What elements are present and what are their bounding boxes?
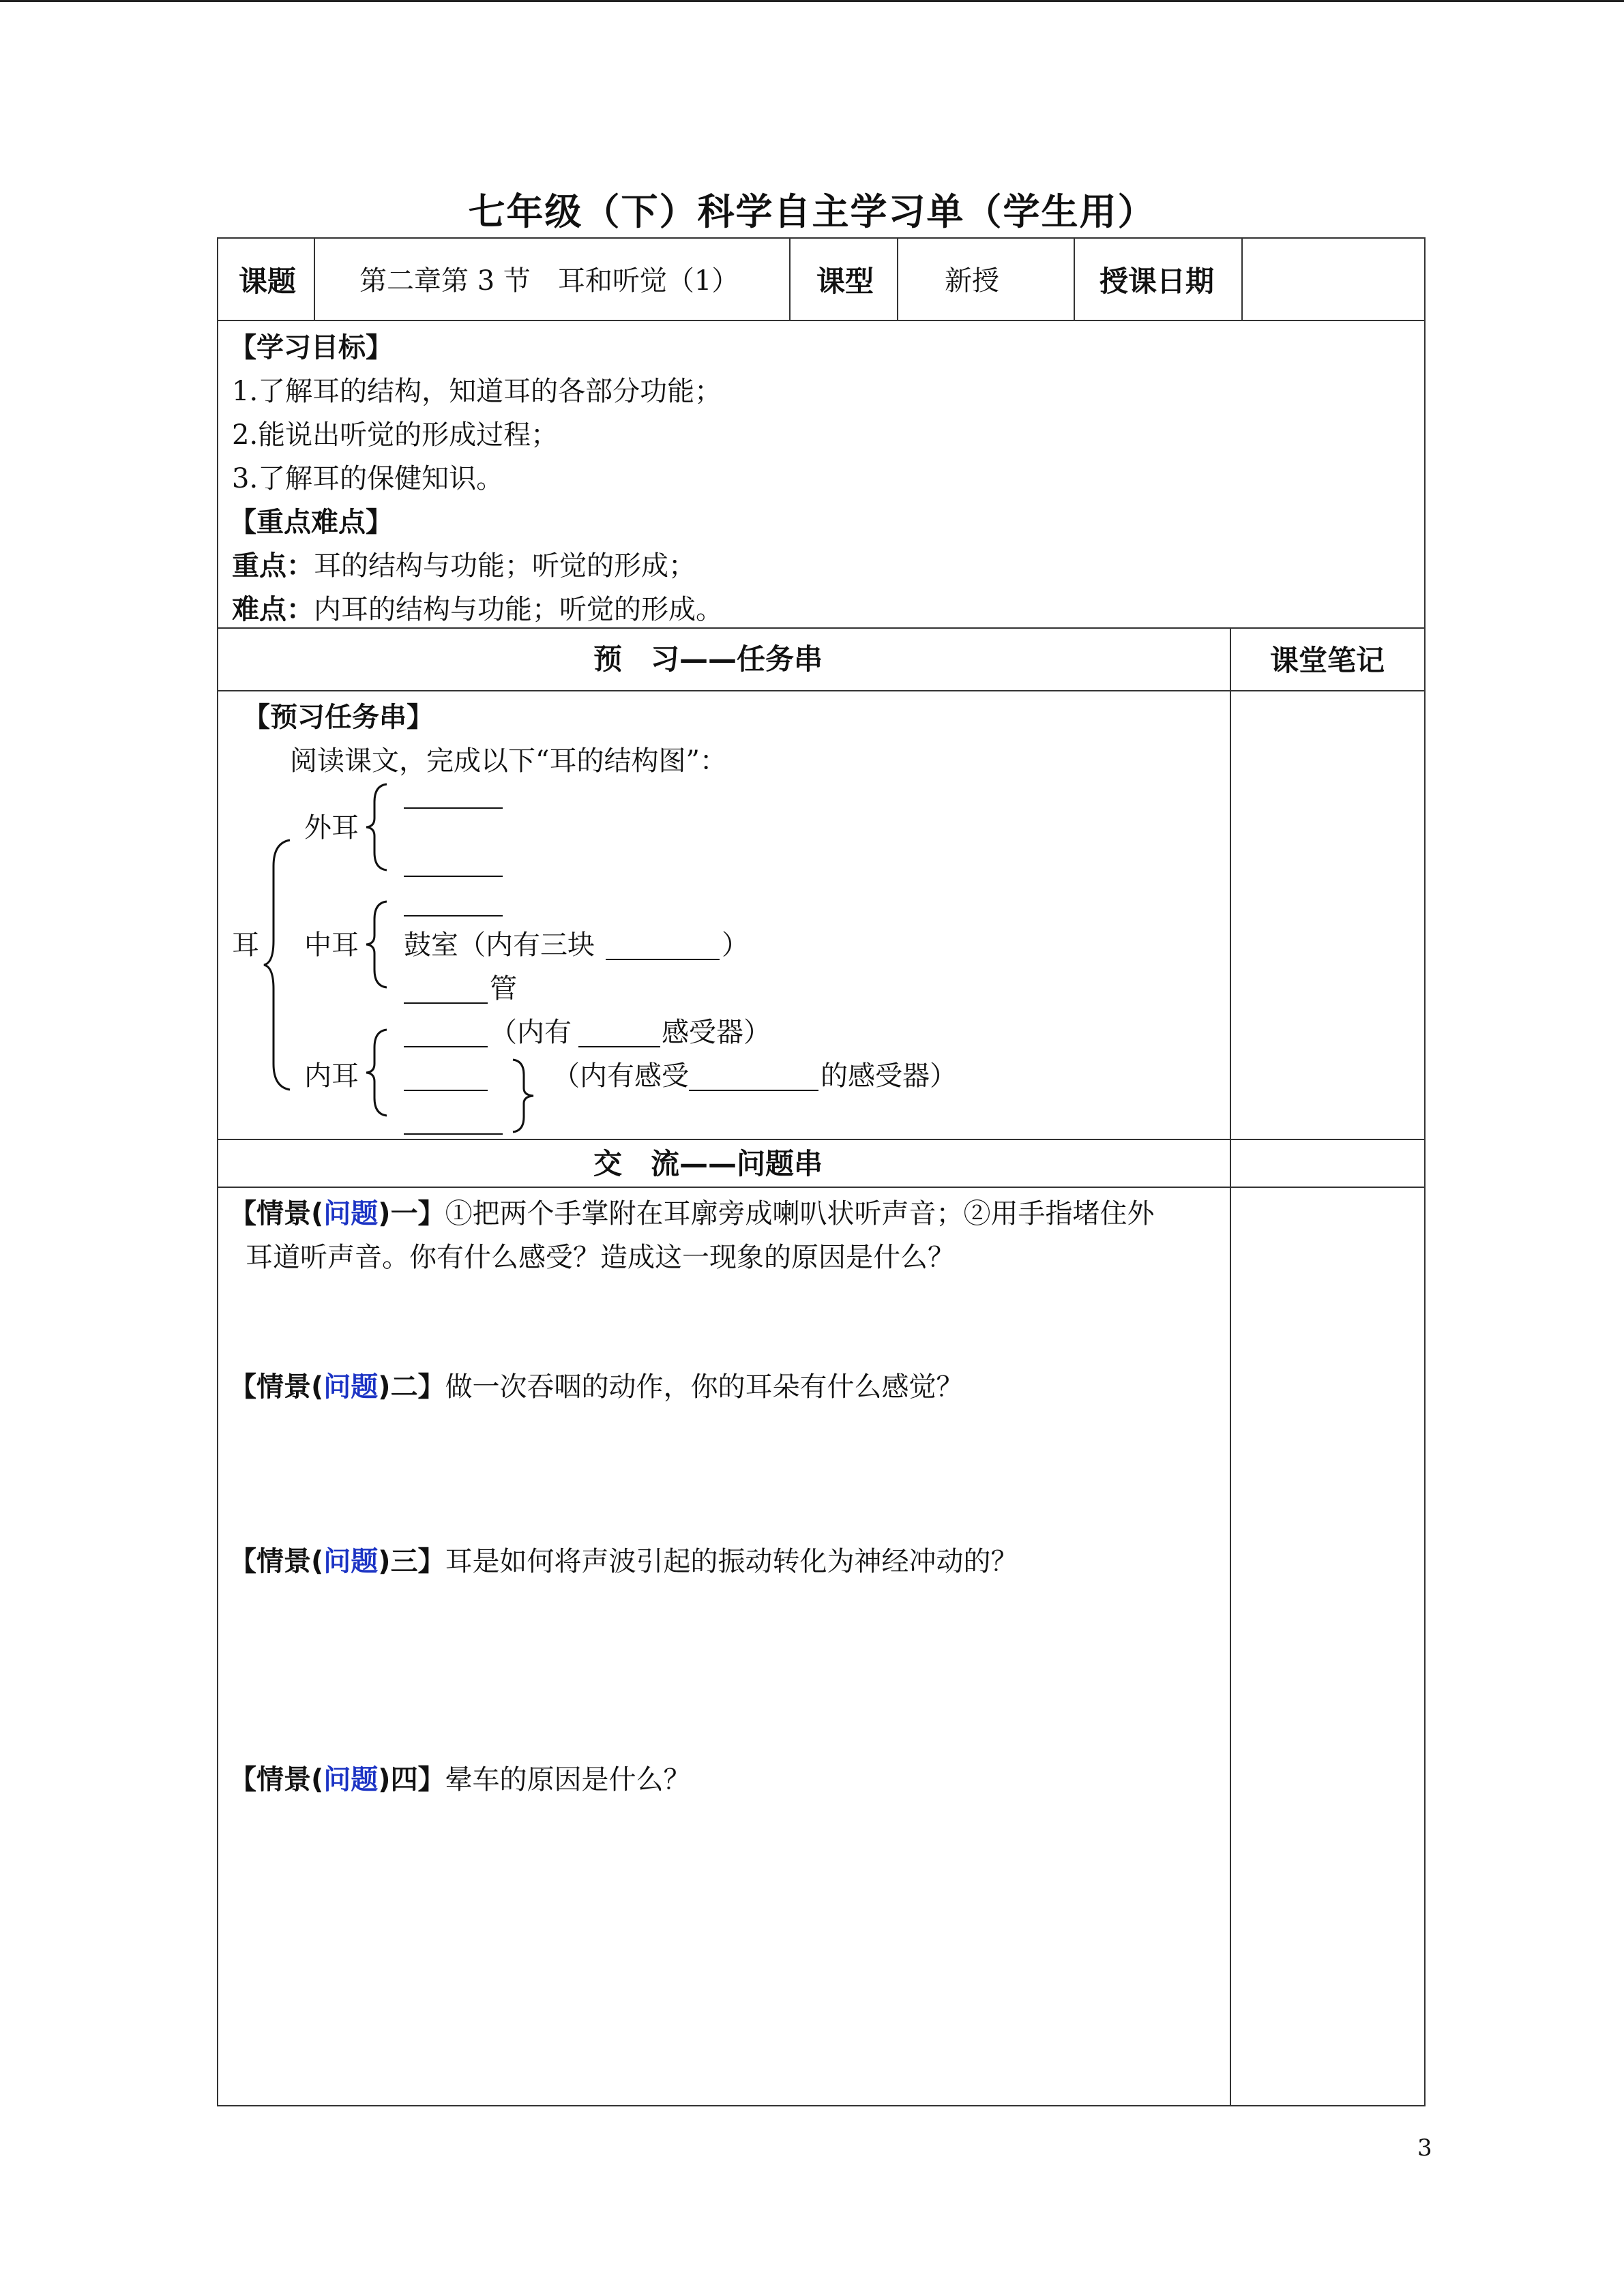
question-3 [229, 1548, 1018, 1575]
sense-blank[interactable] [689, 1090, 818, 1091]
question-1-open: 【情景( [229, 1198, 324, 1229]
sense-prefix: （内有感受 [552, 1060, 689, 1092]
difficulty-text: 内耳的结构与功能；听觉的形成。 [314, 594, 723, 625]
question-4-close: )四】 [378, 1764, 445, 1795]
inner-ear-right-brace [510, 1058, 537, 1133]
inner-ear-blank-1[interactable] [404, 1046, 488, 1047]
receptor-blank[interactable] [578, 1046, 660, 1047]
preview-section-header: 预 习——任务串 [593, 642, 823, 676]
inner-ear-brace [365, 1028, 392, 1117]
date-label: 授课日期 [1099, 265, 1215, 298]
ossicles-blank[interactable] [606, 959, 720, 960]
question-4-keyword: 问题 [323, 1764, 379, 1795]
goal-item: 1.了解耳的结构，知道耳的各部分功能； [232, 376, 722, 407]
class-notes-header: 课堂笔记 [1270, 644, 1385, 677]
outer-ear-blank-1[interactable] [404, 807, 503, 809]
focus-label: 重点： [232, 550, 314, 582]
inner-ear-blank-3[interactable] [404, 1133, 503, 1135]
tympanic-suffix: ） [722, 929, 749, 961]
outer-ear-blank-2[interactable] [404, 876, 503, 877]
date-value[interactable] [1262, 267, 1412, 297]
middle-ear-blank-1[interactable] [404, 915, 503, 916]
middle-ear-brace [365, 900, 392, 989]
question-2-open: 【情景( [229, 1371, 324, 1403]
question-1-line-2: 耳道听声音。你有什么感受？造成这一现象的原因是什么？ [246, 1242, 955, 1273]
question-1 [229, 1200, 1155, 1227]
question-2 [229, 1373, 964, 1401]
question-1-text: ①把两个手掌附在耳廓旁成喇叭状听声音；②用手指堵住外 [445, 1198, 1155, 1229]
topic-value: 第二章第 3 节 耳和听觉（1） [359, 265, 739, 297]
outer-ear-label: 外耳 [304, 812, 359, 844]
middle-ear-label: 中耳 [304, 929, 359, 961]
lesson-type-value: 新授 [945, 265, 999, 297]
outer-ear-brace [365, 783, 392, 871]
receptor-prefix: （内有 [490, 1017, 572, 1048]
page-number: 3 [1417, 2134, 1432, 2162]
lesson-type-label: 课型 [816, 265, 874, 298]
question-3-close: )三】 [378, 1546, 445, 1577]
preview-task-heading: 【预习任务串】 [243, 702, 434, 733]
topic-label: 课题 [239, 265, 297, 298]
exchange-section-header: 交 流——问题串 [593, 1147, 823, 1180]
question-2-keyword: 问题 [323, 1371, 379, 1403]
question-3-open: 【情景( [229, 1546, 324, 1577]
focus-line [232, 552, 696, 580]
difficulty-label: 难点： [232, 594, 314, 625]
inner-ear-blank-2[interactable] [404, 1090, 488, 1091]
question-1-keyword: 问题 [323, 1198, 379, 1229]
ear-root-label: 耳 [232, 929, 259, 961]
page-title: 七年级（下）科学自主学习单（学生用） [468, 190, 1156, 233]
tube-suffix: 管 [490, 973, 517, 1004]
question-2-close: )二】 [378, 1371, 445, 1403]
question-3-keyword: 问题 [323, 1546, 379, 1577]
preview-instruction: 阅读课文，完成以下“耳的结构图”： [290, 745, 727, 777]
goal-item: 3.了解耳的保健知识。 [232, 463, 504, 494]
focus-text: 耳的结构与功能；听觉的形成； [314, 550, 696, 582]
ear-root-brace [263, 839, 297, 1091]
inner-ear-label: 内耳 [304, 1060, 359, 1092]
question-4 [229, 1766, 691, 1793]
question-4-text: 晕车的原因是什么？ [445, 1764, 691, 1795]
question-3-text: 耳是如何将声波引起的振动转化为神经冲动的？ [445, 1546, 1018, 1577]
question-2-text: 做一次吞咽的动作，你的耳朵有什么感觉？ [445, 1371, 964, 1403]
question-4-open: 【情景( [229, 1764, 324, 1795]
question-1-close: )一】 [378, 1198, 445, 1229]
sense-suffix: 的感受器） [821, 1060, 957, 1092]
goal-item: 2.能说出听觉的形成过程； [232, 419, 559, 451]
goals-heading: 【学习目标】 [229, 332, 393, 363]
tube-blank[interactable] [404, 1002, 488, 1004]
key-points-heading: 【重点难点】 [229, 507, 393, 538]
receptor-suffix: 感受器） [662, 1017, 771, 1048]
difficulty-line [232, 596, 723, 623]
tympanic-prefix: 鼓室（内有三块 [404, 929, 595, 961]
page-top-border [0, 0, 1624, 2]
